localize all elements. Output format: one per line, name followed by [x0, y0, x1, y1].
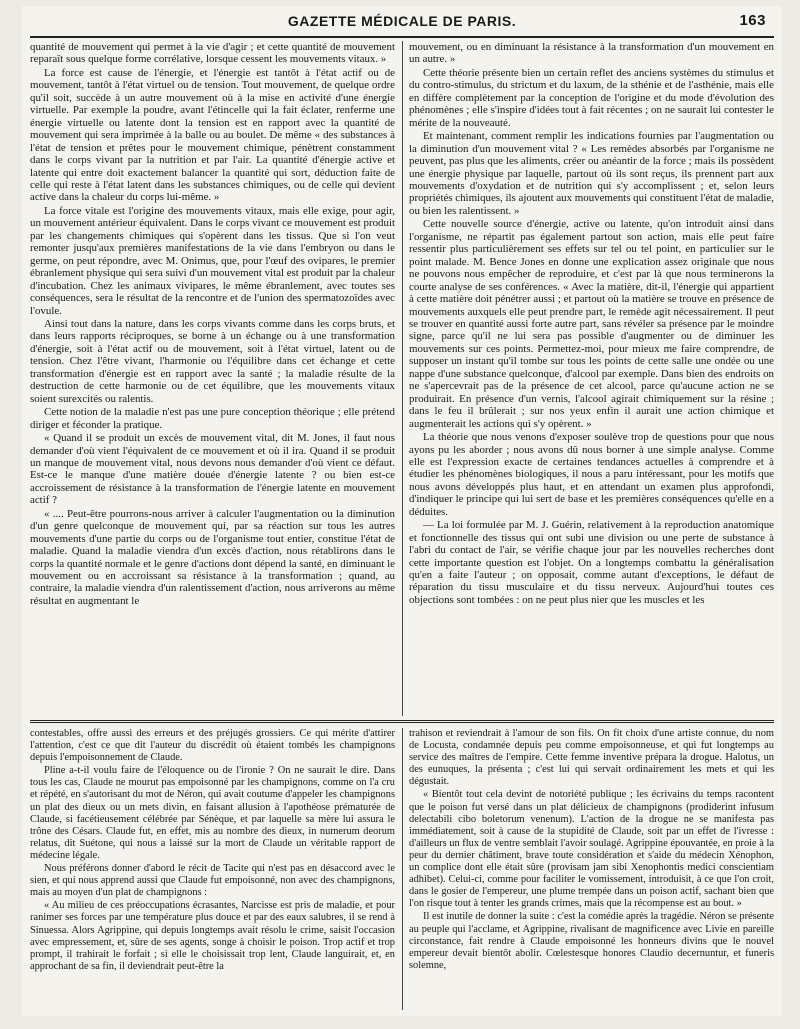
paragraph: « Quand il se produit un excès de mouvement vital, dit M. Jones, il faut nous demander d'où vient l'équivalent de ce mouvement et où il ira. Quand il se produit un manque de mouvement vital, nous devons nous demander d'où vient ce défaut. Est-ce le manque d'une matière douée d'énergie latente ? ou bien est-ce accroissement de résistance à la transformation de l'énergie latente en mouvement actif ? [30, 432, 395, 507]
paragraph: quantité de mouvement qui permet à la vie d'agir ; et cette quantité de mouvement reparaît sous quelque forme corrélative, lorsque cessent les mouvements vitaux. » [30, 41, 395, 66]
top-left-column [30, 41, 395, 716]
column-divider [402, 41, 403, 716]
paragraph: La théorie que nous venons d'exposer soulève trop de questions pour que nous ayons pu les aborder ; nous avons dû nous borner à une simple analyse. Comme elle est l'expression exacte de certaines tendances actuelles à comprendre et à étudier les phénomènes biologiques, il nous a paru intéressant, pour les motifs que nous avons développés plus haut, et en attendant un examen plus approfondi, d'indiquer le principe qui lui sert de base et les premières conséquences qu'elle en a déduites. [409, 431, 774, 518]
bottom-right-column [409, 728, 774, 1010]
paragraph: Cette notion de la maladie n'est pas une pure conception théorique ; elle prétend diriger et féconder la pratique. [30, 406, 395, 431]
paragraph: Cette nouvelle source d'énergie, active ou latente, qu'on introduit ainsi dans l'organisme, ne répartit pas également partout son action, mais elle peut faire ressentir plus particulièrement ses effets sur tel ou tel point, en particulier sur le point malade. M. Bence Jones en donne une explication assez originale que nous ne pouvons nous empêcher de reproduire, et c'est par là que nous terminerons la courte analyse de ses conférences. « Avec la matière, dit-il, l'énergie qui appartient à cette matière doit pénétrer aussi ; et partout où la matière se trouve en présence de mouvements auxquels elle peut prendre part, le remède agit nécessairement. Il peut se trouver en quantité aussi forte autre part, sans révéler sa présence par le moindre signe, parce qu'il ne lui sera pas possible d'augmenter ou de diminuer les mouvements sur ces points. Permettez-moi, pour mieux me faire comprendre, de supposer un instant qu'il tombe sur tous les points de cette salle une ondée ou une nappe d'une substance quelconque, d'alcool par exemple. Dans bien des endroits on ne s'apercevrait pas de la présence de cet alcool, parce qu'aucune action ne se produirait. En présence d'un vernis, l'alcool agirait chimiquement sur la résine ; dans le feu il brûlerait ; sur nos yeux enfin il aurait une action chimique et augmenterait les actions qui s'y opèrent. » [409, 218, 774, 430]
paragraph: Pline a-t-il voulu faire de l'éloquence ou de l'ironie ? On ne saurait le dire. Dans tous les cas, Claude ne mourut pas empoisonné par les champignons, comme on l'a cru et répété, en s'autorisant du mot de Néron, qui avait coutume d'appeler les champignons un plat des dieux ou un mets divin, en faisant allusion à l'apothéose prématurée de Claude, si facétieusement célébrée par Sénèque, et par laquelle sa mère lui assura le trône des Césars. Claude fut, en effet, mis au nombre des dieux, in numerum deorum relatus, dit Suétone, qui nous a laissé sur la mort de Claude un véritable rapport de médecine légale. [30, 765, 395, 861]
paragraph: Et maintenant, comment remplir les indications fournies par l'augmentation ou la diminution d'un mouvement vital ? « Les remèdes absorbés par l'organisme ne peuvent, pas plus que les aliments, créer ou anéantir de la force ; mais ils possèdent une énergie physique par laquelle, partout où ils sont reçus, ils prennent part aux mouvements d'oxydation et de nutrition qui s'y accomplissent ; et, selon leurs propriétés chimiques, ils ajoutent aux mouvements qui constituent l'état de maladie, ou bien les ralentissent. » [409, 130, 774, 217]
header-rule [30, 36, 774, 38]
top-right-column [409, 41, 774, 716]
paragraph: Nous préférons donner d'abord le récit de Tacite qui n'est pas en désaccord avec le sien, et qui nous apprend aussi que Claude fut empoisonné, non avec des champignons, mais au moyen d'un plat de champignons : [30, 863, 395, 899]
paragraph: Cette théorie présente bien un certain reflet des anciens systèmes du stimulus et du contro-stimulus, du strictum et du laxum, de la sthénie et de l'asthénie, mais elle en diffère complètement par la conception de l'origine et du mode d'évolution des phénomènes ; elle s'inspire d'idées tout à fait récentes ; on ne saurait lui contester le mérite de la nouveauté. [409, 66, 774, 129]
paragraph: « Au milieu de ces préoccupations écrasantes, Narcisse est pris de maladie, et pour ranimer ses forces par une température plus douce et par des eaux salubres, il se rend à Sinuessa. Alors Agrippine, qui depuis longtemps avait résolu le crime, saisit l'occasion avec empressement, et, sûre de ses agents, songe à choisir le poison. Trop actif et trop prompt, il trahirait le forfait ; si elle le choisissait trop lent, Claude languirait, et, en approchant de sa fin, il deviendrait peut-être la [30, 900, 395, 972]
page-number: 163 [739, 12, 766, 29]
running-header [30, 6, 774, 36]
section-separator-rule [30, 720, 774, 723]
paragraph: mouvement, ou en diminuant la résistance à la transformation d'un mouvement en un autre. » [409, 41, 774, 66]
bottom-feuilleton [30, 728, 774, 1010]
paragraph: contestables, offre aussi des erreurs et des préjugés grossiers. Ce qui mérite d'attirer l'attention, c'est ce que dit l'auteur du discrédit où étaient tombés les champignons depuis l'empoisonnement de Claude. [30, 728, 395, 764]
column-divider [402, 728, 403, 1010]
journal-page [22, 6, 782, 1016]
paragraph: trahison et reviendrait à l'amour de son fils. On fit choix d'une artiste connue, du nom de Locusta, condamnée depuis peu comme empoisonneuse, et qui fut longtemps au service des maîtres de l'empire. Cette femme inventive prépara la drogue. Halotus, un des eunuques, la présenta ; c'est lui qui servait ordinairement les mets et qui les dégustait. [409, 728, 774, 788]
paragraph: « Bientôt tout cela devint de notoriété publique ; les écrivains du temps racontent que le poison fut versé dans un plat délicieux de champignons (prodiderint infusum delectabili cibo boletorum venenum). L'action de la drogue ne se manifesta pas immédiatement, soit à cause de la stupidité de Claude, soit par un effet de l'ivresse : d'ailleurs un flux de ventre semblait l'avoir soulagé. Agrippine épouvantée, en proie à la peur du dernier châtiment, brave toute considération et s'aide du médecin Xénophon, un complice dont elle était sûre (provisam jam sibi Xenophontis medici conscientiam adhibet). Celui-ci, comme pour faciliter le vomissement, introduisit, à ce que l'on croit, dans le gosier de l'empereur, une plume trempée dans un poison actif, sachant bien que l'on risque tout à tenter les grands crimes, mais que la récompense est au bout. » [409, 789, 774, 910]
top-article [30, 41, 774, 716]
bottom-left-column [30, 728, 395, 1010]
paragraph: Il est inutile de donner la suite : c'est la comédie après la tragédie. Néron se présente au peuple qui l'acclame, et Agrippine, rivalisant de magnificence avec Livie en pareille circonstance, fait rendre à Claude empoisonné les honneurs divins que le nouvel empereur devait bientôt abolir. Cœlestesque honores Claudio decernuntur, et funeris solemne, [409, 911, 774, 971]
paragraph: La force est cause de l'énergie, et l'énergie est tantôt à l'état actif ou de mouvement, tantôt à l'état virtuel ou de tension. Tout mouvement, de quelque ordre qu'il soit, succède à un autre mouvement où à la mise en activité d'une énergie virtuelle. Par exemple la poudre, avant l'étincelle qui la fait éclater, renferme une énergie virtuelle ou latente dont la tension est en rapport avec la quantité de mouvement qui sera imprimée à la balle ou au boulet. De même « des substances à l'état de tension et prêtes pour le mouvement chimique, pénètrent constamment dans le corps vivant par la nutrition et par l'air. La quantité d'énergie active et latente qui entre doit exactement balancer la quantité qui sort, déduction faite de celle qui reste à l'état latent dans les substances chimiques, ou de celle qui devient active dans la chaleur du corps lui-même. » [30, 66, 395, 204]
paragraph: Ainsi tout dans la nature, dans les corps vivants comme dans les corps bruts, et dans leurs rapports réciproques, se borne à un échange ou à une transformation d'énergie, soit à l'état actif ou de mouvement, soit à l'état virtuel, latent ou de tension. Chez l'être vivant, l'harmonie ou l'équilibre dans cet échange et cette transformation d'énergie est en rapport avec la santé ; la maladie résulte de la destruction de cette harmonie ou de cet équilibre, que les mouvements vitaux soient surexcités ou ralentis. [30, 317, 395, 405]
paragraph: « .... Peut-être pourrons-nous arriver à calculer l'augmentation ou la diminution d'un genre quelconque de mouvement qui, par sa réaction sur tous les autres mouvements d'une partie du corps ou de l'organisme tout entier, constitue l'état de maladie. Quand la maladie viendra d'un excès d'action, nous rétablirons dans le corps la quantité normale et le genre d'actions dont dépend la santé, en diminuant le mouvement ou en accroissant sa résistance à la transformation ; quand, au contraire, la maladie viendra d'un ralentissement d'action, nous arriverons au même résultat en augmentant le [30, 507, 395, 607]
paragraph: La force vitale est l'origine des mouvements vitaux, mais elle exige, pour agir, un mouvement antérieur équivalent. Dans le corps vivant ce mouvement est produit par les changements chimiques qui s'opèrent dans les tissus. Que si l'on veut remonter jusqu'aux premières manifestations de la vie dans l'embryon ou dans le germe, on peut répondre, avec M. Onimus, que, pour l'œuf des ovipares, le premier ébranlement physique qui sera suivi d'un mouvement vital est produit par la chaleur d'incubation. Chez les animaux vivipares, le même ébranlement, avec toutes ses conséquences, sera le résultat de la rencontre et de l'union des spermatozoïdes avec l'ovule. [30, 204, 395, 317]
paragraph: — La loi formulée par M. J. Guérin, relativement à la reproduction anatomique et fonctionnelle des tissus qui ont subi une division ou une perte de substance à l'abri du contact de l'air, se vérifie chaque jour par les nouvelles recherches dont cette importante question est l'objet. On a longtemps combattu la généralisation qu'en a faite l'auteur ; on opposait, comme autant d'exceptions, le défaut de réparation du tissu musculaire et du tissu nerveux. Aujourd'hui toutes ces objections sont tombées : on ne peut plus nier que les muscles et les [409, 519, 774, 606]
journal-title: GAZETTE MÉDICALE DE PARIS. [287, 13, 517, 29]
